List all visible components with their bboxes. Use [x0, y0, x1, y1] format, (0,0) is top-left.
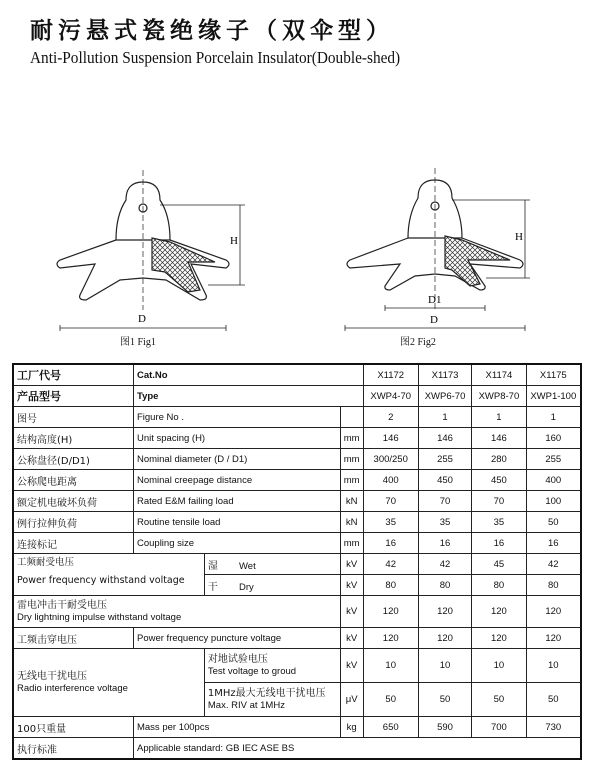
puncture-row [13, 628, 581, 649]
row-value: 450 [472, 470, 526, 491]
puncture-label-en: Power frequency puncture voltage [133, 628, 340, 649]
pf-withstand-label-en: Power frequency withstand voltage [17, 575, 185, 586]
spec-row [13, 428, 581, 449]
row-label-cn: 公称盘径(D/D1) [13, 449, 133, 470]
riv-max-value: 50 [363, 683, 418, 717]
code-cell: X1173 [418, 364, 471, 386]
lightning-value: 120 [472, 596, 526, 628]
row-label-en: Nominal creepage distance [133, 470, 340, 491]
puncture-unit: kV [340, 628, 363, 649]
code-cell: X1172 [363, 364, 418, 386]
row-unit: kN [340, 491, 363, 512]
riv-max-label: 1MHz最大无线电干扰电压 Max. RIV at 1MHz [204, 683, 340, 717]
row-value: 1 [472, 407, 526, 428]
lightning-row [13, 596, 581, 628]
pf-withstand-label-cn: 工频耐受电压 Power frequency withstand voltage [13, 554, 204, 596]
insulator-drawings [0, 160, 600, 350]
riv-test-value: 10 [526, 649, 581, 683]
riv-test-value: 10 [363, 649, 418, 683]
row-value: 1 [526, 407, 581, 428]
row-value: 70 [472, 491, 526, 512]
standard-label-cn: 执行标准 [13, 738, 133, 760]
standard-label-en: Applicable standard: GB IEC ASE BS [133, 738, 581, 760]
row-value: 1 [418, 407, 471, 428]
row-unit: mm [340, 533, 363, 554]
row-label-cn: 公称爬电距离 [13, 470, 133, 491]
mass-value: 700 [472, 717, 526, 738]
spec-row [13, 512, 581, 533]
row-value: 70 [418, 491, 471, 512]
puncture-value: 120 [363, 628, 418, 649]
row-value: 255 [418, 449, 471, 470]
title-english: Anti-Pollution Suspension Porcelain Insulator(Double-shed) [30, 48, 401, 67]
row-value: 300/250 [363, 449, 418, 470]
code-cell: X1174 [472, 364, 526, 386]
riv-test-label: 对地试验电压 Test voltage to groud [204, 649, 340, 683]
mass-value: 650 [363, 717, 418, 738]
row-label-en: Routine tensile load [133, 512, 340, 533]
row-label-en: Coupling size [133, 533, 340, 554]
header-row-type [13, 386, 581, 407]
type-cell: XWP1-100 [526, 386, 581, 407]
spec-row [13, 449, 581, 470]
wet-value: 42 [363, 554, 418, 575]
type-cell: XWP6-70 [418, 386, 471, 407]
row-label-cn: 例行拉伸负荷 [13, 512, 133, 533]
row-value: 16 [418, 533, 471, 554]
riv-test-value: 10 [418, 649, 471, 683]
riv-max-value: 50 [526, 683, 581, 717]
code-cell: X1175 [526, 364, 581, 386]
spec-row [13, 491, 581, 512]
fig1-label-d: D [138, 313, 146, 325]
wet-value: 42 [526, 554, 581, 575]
mass-label-en: Mass per 100pcs [133, 717, 340, 738]
fig1-label-h: H [230, 235, 238, 247]
row-value: 50 [526, 512, 581, 533]
puncture-value: 120 [472, 628, 526, 649]
dry-unit: kV [340, 575, 363, 596]
figure-2-drawing [345, 168, 530, 331]
standard-row [13, 738, 581, 760]
row-unit: kN [340, 512, 363, 533]
row-value: 16 [526, 533, 581, 554]
fig2-label-h: H [515, 231, 523, 243]
riv-test-unit: kV [340, 649, 363, 683]
dry-value: 80 [526, 575, 581, 596]
riv-max-unit: μV [340, 683, 363, 717]
riv-test-value: 10 [472, 649, 526, 683]
row-value: 35 [418, 512, 471, 533]
riv-test-row [13, 649, 581, 683]
spec-table [12, 363, 582, 760]
mass-value: 730 [526, 717, 581, 738]
type-cell: XWP4-70 [363, 386, 418, 407]
row-label-cn: 图号 [13, 407, 133, 428]
wet-value: 45 [472, 554, 526, 575]
type-label: Type [133, 386, 363, 407]
row-value: 35 [472, 512, 526, 533]
fig2-caption: 图2 Fig2 [400, 337, 436, 348]
riv-max-value: 50 [418, 683, 471, 717]
row-value: 16 [363, 533, 418, 554]
mass-unit: kg [340, 717, 363, 738]
row-label-en: Figure No . [133, 407, 340, 428]
lightning-unit: kV [340, 596, 363, 628]
type-cell: XWP8-70 [472, 386, 526, 407]
fig1-caption: 图1 Fig1 [120, 337, 156, 348]
cat-no-label: Cat.No [133, 364, 363, 386]
row-value: 146 [472, 428, 526, 449]
row-unit: mm [340, 428, 363, 449]
row-value: 35 [363, 512, 418, 533]
spec-row [13, 470, 581, 491]
title-chinese: 耐污悬式瓷绝缘子（双伞型） [30, 18, 394, 44]
dry-value: 80 [418, 575, 471, 596]
row-value: 400 [363, 470, 418, 491]
row-label-cn: 额定机电破坏负荷 [13, 491, 133, 512]
row-value: 280 [472, 449, 526, 470]
row-value: 450 [418, 470, 471, 491]
dry-label: 干 Dry [204, 575, 340, 596]
pf-withstand-wet-row [13, 554, 581, 575]
riv-label: 无线电干扰电压 Radio interference voltage [13, 649, 204, 717]
row-value: 100 [526, 491, 581, 512]
row-value: 16 [472, 533, 526, 554]
row-label-en: Rated E&M failing load [133, 491, 340, 512]
factory-code-label: 工厂代号 [13, 364, 133, 386]
mass-value: 590 [418, 717, 471, 738]
model-label: 产品型号 [13, 386, 133, 407]
row-unit: mm [340, 470, 363, 491]
mass-row [13, 717, 581, 738]
wet-value: 42 [418, 554, 471, 575]
row-unit [340, 407, 363, 428]
row-value: 400 [526, 470, 581, 491]
wet-label: 湿 Wet [204, 554, 340, 575]
lightning-value: 120 [363, 596, 418, 628]
spec-row [13, 533, 581, 554]
header-row-code [13, 364, 581, 386]
puncture-label-cn: 工频击穿电压 [13, 628, 133, 649]
fig2-label-d: D [430, 314, 438, 326]
row-value: 255 [526, 449, 581, 470]
figure-1-drawing [57, 170, 245, 331]
wet-unit: kV [340, 554, 363, 575]
dry-value: 80 [363, 575, 418, 596]
row-label-en: Unit spacing (H) [133, 428, 340, 449]
lightning-value: 120 [526, 596, 581, 628]
riv-max-value: 50 [472, 683, 526, 717]
row-value: 146 [418, 428, 471, 449]
row-label-cn: 结构高度(H) [13, 428, 133, 449]
puncture-value: 120 [526, 628, 581, 649]
spec-row [13, 407, 581, 428]
lightning-value: 120 [418, 596, 471, 628]
row-value: 160 [526, 428, 581, 449]
row-label-en: Nominal diameter (D / D1) [133, 449, 340, 470]
row-value: 146 [363, 428, 418, 449]
row-value: 2 [363, 407, 418, 428]
row-label-cn: 连接标记 [13, 533, 133, 554]
dry-value: 80 [472, 575, 526, 596]
mass-label-cn: 100只重量 [13, 717, 133, 738]
lightning-label: 雷电冲击干耐受电压 Dry lightning impulse withstand voltage [13, 596, 340, 628]
puncture-value: 120 [418, 628, 471, 649]
row-unit: mm [340, 449, 363, 470]
row-value: 70 [363, 491, 418, 512]
fig2-label-d1: D1 [428, 294, 442, 306]
